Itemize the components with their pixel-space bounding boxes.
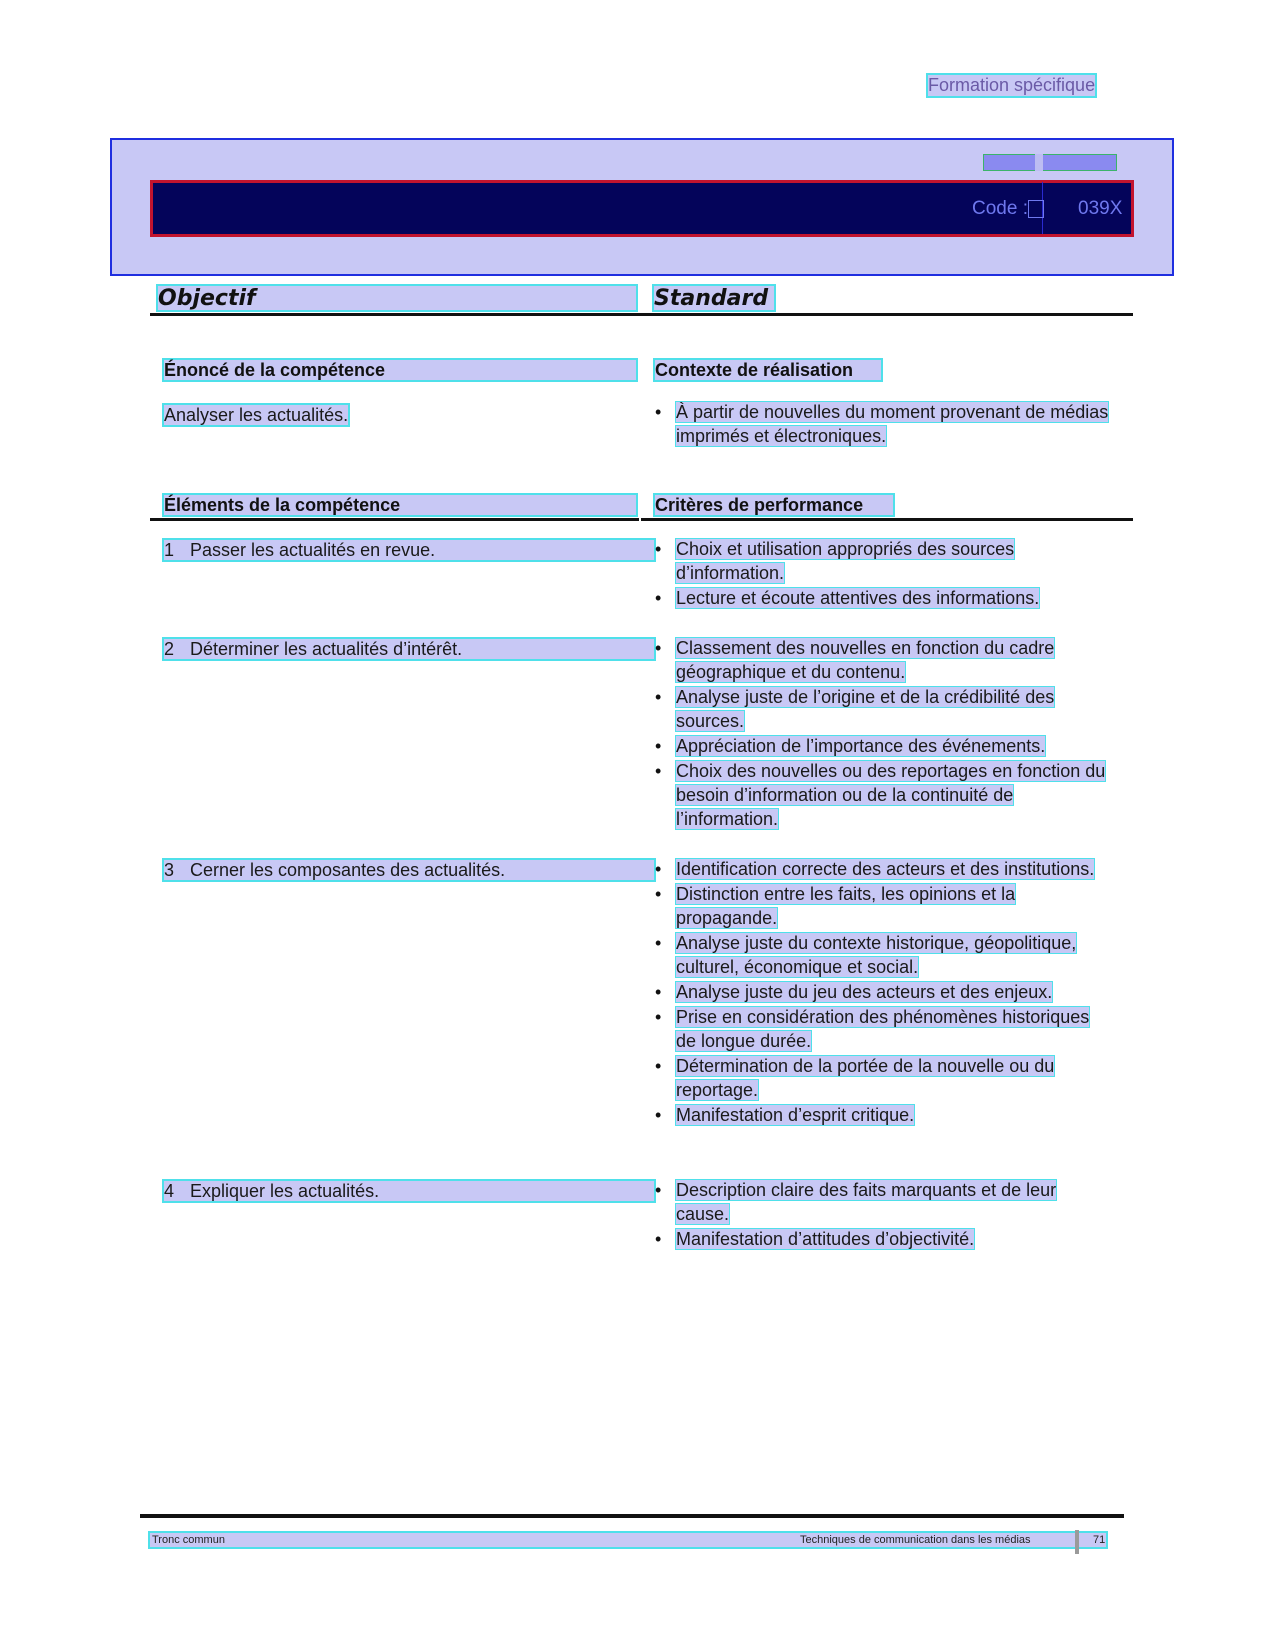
list-item: [654, 857, 1114, 881]
list-item: [654, 1054, 1114, 1102]
element-number: 4: [164, 1181, 175, 1201]
heading-divider: [150, 313, 1133, 316]
list-item: [654, 759, 1114, 831]
list-item-text: Prise en considération des phénomènes historiques de longue durée.: [676, 1007, 1090, 1051]
list-item: [654, 882, 1114, 930]
list-item-text: Choix et utilisation appropriés des sources d’information.: [676, 539, 1015, 583]
enonce-text: [164, 403, 636, 427]
element-text: Déterminer les actualités d’intérêt.: [190, 639, 463, 659]
banner-tab-separator: [1035, 154, 1043, 171]
list-item-text: Distinction entre les faits, les opinions et la propagande.: [676, 884, 1016, 928]
criteres-list-4: [654, 1178, 1114, 1252]
criteres-list-1: [654, 537, 1114, 611]
list-item: [654, 734, 1114, 758]
list-item-text: Lecture et écoute attentives des informations.: [676, 588, 1040, 608]
footer-left-text: Tronc commun: [152, 1534, 225, 1546]
element-text: Cerner les composantes des actualités.: [190, 860, 506, 880]
list-item: [654, 400, 1114, 448]
list-item: [654, 537, 1114, 585]
list-item-text: Appréciation de l’importance des événements.: [676, 736, 1046, 756]
criteres-list-3: [654, 857, 1114, 1128]
list-item: [654, 586, 1114, 610]
element-number: 2: [164, 639, 175, 659]
list-item-text: Choix des nouvelles ou des reportages en fonction du besoin d’information ou de la continuité de l’information.: [676, 761, 1106, 829]
banner-tab: [983, 154, 1117, 171]
list-item-text: Analyse juste du contexte historique, géopolitique, culturel, économique et social.: [676, 933, 1077, 977]
criteres-heading: Critères de performance: [655, 495, 893, 515]
competency-code-value: 039X: [1078, 198, 1123, 219]
list-item: [654, 1103, 1114, 1127]
criteres-list-2: [654, 636, 1114, 832]
list-item: [654, 1227, 1114, 1251]
list-item-text: Détermination de la portée de la nouvelle ou du reportage.: [676, 1056, 1055, 1100]
list-item: [654, 685, 1114, 733]
footer-divider: [140, 1514, 1124, 1518]
page-number: 71: [1093, 1534, 1106, 1546]
list-item: [654, 636, 1114, 684]
list-item-text: Manifestation d’esprit critique.: [676, 1105, 915, 1125]
competency-code-box: [1028, 200, 1044, 218]
footer-separator: [1075, 1530, 1079, 1554]
list-item: [654, 1005, 1114, 1053]
footer-right-text: Techniques de communication dans les médias: [800, 1534, 1031, 1546]
list-item-text: Classement des nouvelles en fonction du cadre géographique et du contenu.: [676, 638, 1055, 682]
element-text: Passer les actualités en revue.: [190, 540, 436, 560]
section-divider: [150, 518, 1133, 521]
standard-heading: Standard: [654, 286, 774, 310]
list-item: [654, 1178, 1114, 1226]
element-row-1: [164, 540, 654, 560]
enonce-heading: Énoncé de la compétence: [164, 360, 636, 380]
element-row-3: [164, 860, 654, 880]
element-row-2: [164, 639, 654, 659]
list-item-text: Analyse juste du jeu des acteurs et des enjeux.: [676, 982, 1053, 1002]
enonce-text-value: Analyser les actualités.: [164, 405, 349, 425]
list-item-text: Identification correcte des acteurs et des institutions.: [676, 859, 1095, 879]
element-number: 3: [164, 860, 175, 880]
element-text: Expliquer les actualités.: [190, 1181, 380, 1201]
contexte-heading: Contexte de réalisation: [655, 360, 881, 380]
element-number: 1: [164, 540, 175, 560]
competency-code-label: Code :: [972, 198, 1028, 219]
element-row-4: [164, 1181, 654, 1201]
list-item-text: Analyse juste de l’origine et de la crédibilité des sources.: [676, 687, 1055, 731]
contexte-list: [654, 400, 1114, 449]
list-item-text: Description claire des faits marquants et de leur cause.: [676, 1180, 1057, 1224]
list-item-text: Manifestation d’attitudes d’objectivité.: [676, 1229, 975, 1249]
objectif-heading: Objectif: [158, 286, 636, 310]
elements-heading: Éléments de la compétence: [164, 495, 636, 515]
list-item-text: À partir de nouvelles du moment provenant de médias imprimés et électroniques.: [676, 402, 1109, 446]
list-item: [654, 980, 1114, 1004]
header-section-label: Formation spécifique: [928, 75, 1096, 95]
list-item: [654, 931, 1114, 979]
section-divider-notch: [639, 518, 641, 524]
